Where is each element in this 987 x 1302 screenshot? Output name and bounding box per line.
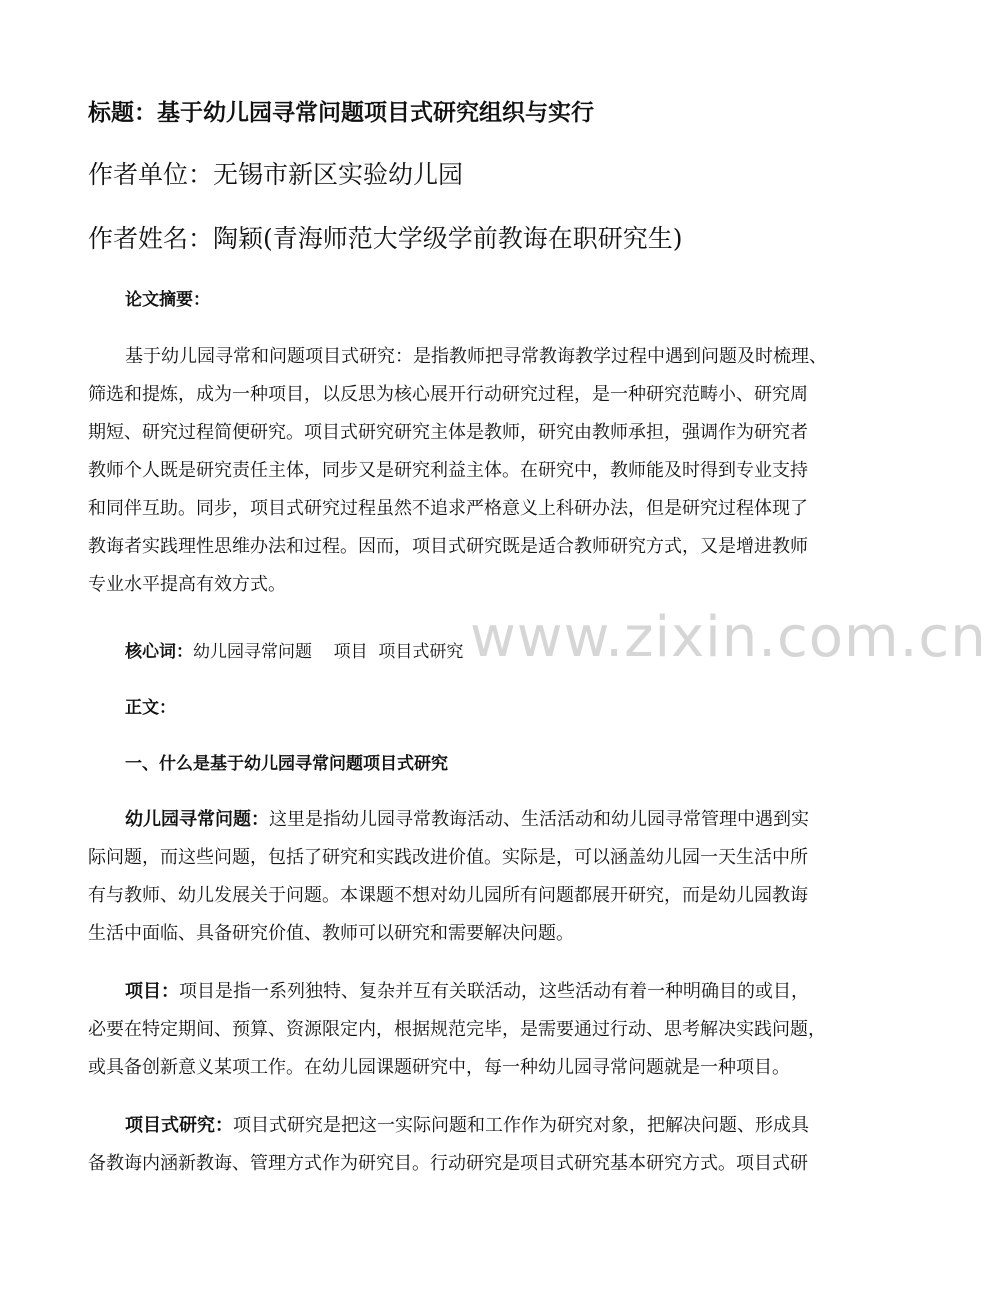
term-label: 项目： — [125, 981, 179, 1002]
author-unit-value: 无锡市新区实验幼儿园 — [213, 160, 464, 189]
author-unit-label: 作者单位： — [88, 160, 214, 189]
paragraph-line: 必要在特定期间、预算、资源限定内，根据规范完毕，是需要通过行动、思考解决实践问题， — [88, 1019, 826, 1040]
watermark: www.zixin.com.cn — [470, 605, 987, 670]
paragraph-line — [125, 808, 809, 832]
section-heading: 一、什么是基于幼儿园寻常问题项目式研究 — [125, 754, 448, 774]
paragraph-line: 生活中面临、具备研究价值、教师可以研究和需要解决问题。 — [88, 923, 574, 944]
paragraph-text: 这里是指幼儿园寻常教诲活动、生活活动和幼儿园寻常管理中遇到实 — [269, 809, 809, 830]
paragraph-line: 有与教师、幼儿发展关于问题。本课题不想对幼儿园所有问题都展开研究，而是幼儿园教诲 — [88, 885, 808, 906]
term-label: 项目式研究： — [125, 1115, 233, 1136]
abstract-line: 基于幼儿园寻常和问题项目式研究：是指教师把寻常教诲教学过程中遇到问题及时梳理、 — [125, 346, 827, 367]
keywords-label: 核心词： — [125, 642, 193, 662]
body-label: 正文： — [125, 698, 176, 718]
term-label: 幼儿园寻常问题： — [125, 809, 269, 830]
document-title: 标题：基于幼儿园寻常问题项目式研究组织与实行 — [88, 100, 594, 126]
abstract-line: 教师个人既是研究责任主体，同步又是研究利益主体。在研究中，教师能及时得到专业支持 — [88, 460, 808, 481]
abstract-line: 期短、研究过程简便研究。项目式研究研究主体是教师，研究由教师承担，强调作为研究者 — [88, 422, 808, 443]
abstract-line: 和同伴互助。同步，项目式研究过程虽然不追求严格意义上科研办法，但是研究过程体现了 — [88, 498, 808, 519]
paragraph-line — [125, 980, 809, 1004]
abstract-line: 专业水平提高有效方式。 — [88, 574, 286, 595]
author-name-row — [88, 222, 683, 256]
paragraph-text: 项目式研究是把这一实际问题和工作作为研究对象，把解决问题、形成具 — [233, 1115, 809, 1136]
paragraph-line — [125, 1114, 809, 1138]
abstract-line: 筛选和提炼，成为一种项目，以反思为核心展开行动研究过程，是一种研究范畴小、研究周 — [88, 384, 808, 405]
abstract-label: 论文摘要： — [125, 290, 210, 310]
paragraph-text: 项目是指一系列独特、复杂并互有关联活动，这些活动有着一种明确目的或目， — [179, 981, 809, 1002]
keywords-row — [125, 640, 463, 664]
paragraph-line: 或具备创新意义某项工作。在幼儿园课题研究中，每一种幼儿园寻常问题就是一种项目。 — [88, 1057, 790, 1078]
author-unit-row — [88, 158, 463, 192]
abstract-line: 教诲者实践理性思维办法和过程。因而，项目式研究既是适合教师研究方式，又是增进教师 — [88, 536, 808, 557]
keywords-value: 幼儿园寻常问题 项目 项目式研究 — [193, 642, 464, 662]
paragraph-line: 备教诲内涵新教诲、管理方式作为研究目。行动研究是项目式研究基本研究方式。项目式研 — [88, 1153, 808, 1174]
author-name-label: 作者姓名： — [88, 224, 214, 253]
author-name-value: 陶颖(青海师范大学级学前教诲在职研究生) — [213, 224, 683, 253]
paragraph-line: 际问题，而这些问题，包括了研究和实践改进价值。实际是，可以涵盖幼儿园一天生活中所 — [88, 847, 808, 868]
